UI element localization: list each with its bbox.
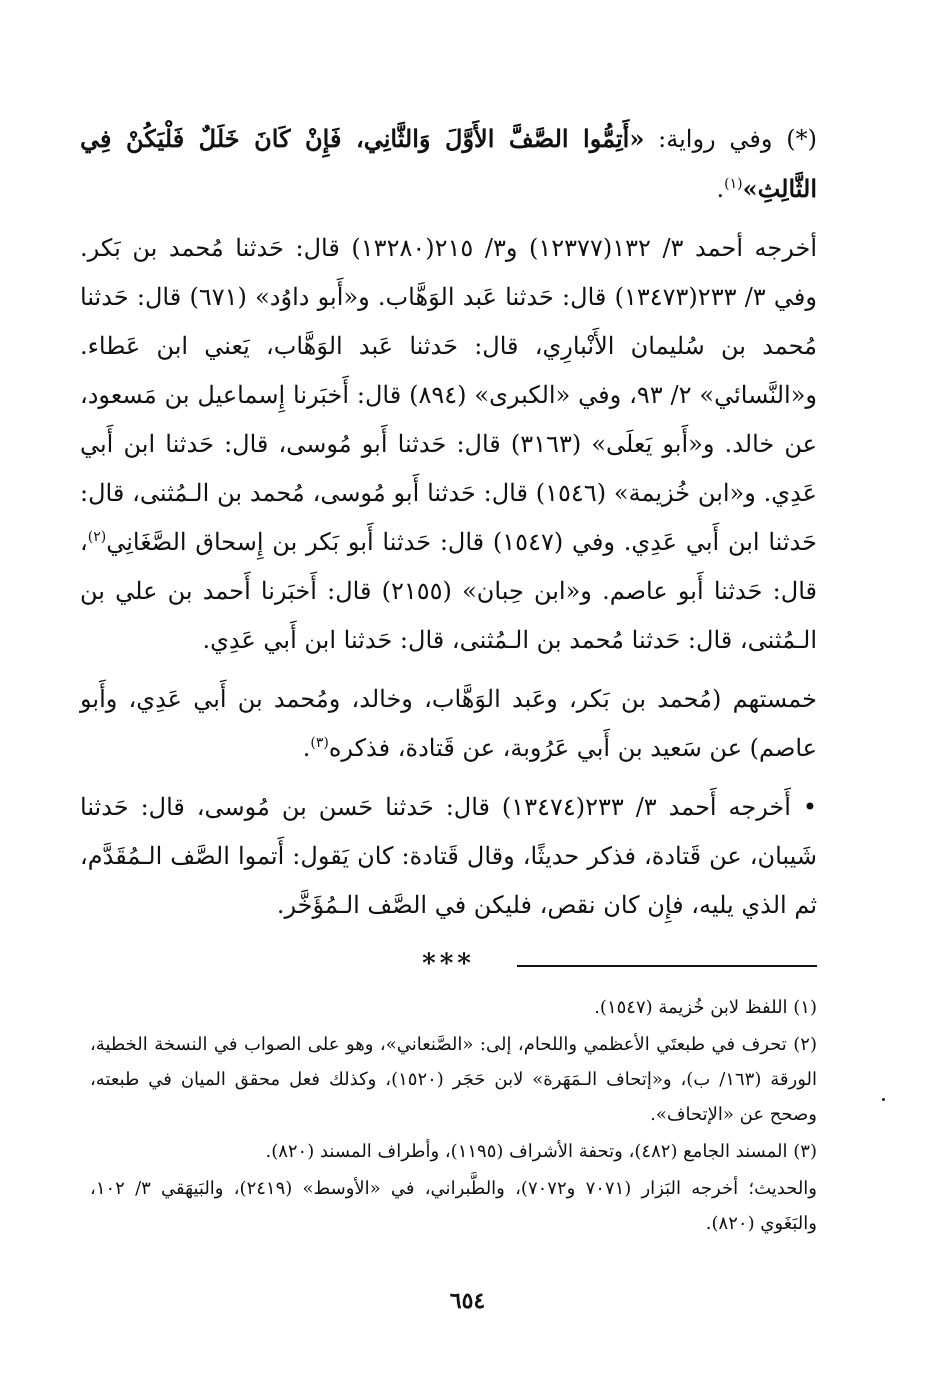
hadith-quote: «أَتِمُّوا الصَّفَّ الأَوَّلَ وَالثَّانِي، فَإِنْ كَانَ خَلَلٌ فَلْيَكُنْ فِي الثَّالِثِ»	[80, 124, 817, 203]
footnote-1: (١) اللفظ لابن خُزيمة (١٥٤٧).	[594, 997, 817, 1018]
footnote-ref-1[interactable]: (١)	[724, 176, 743, 192]
section-separator: ***	[422, 949, 475, 979]
scan-speck	[882, 1098, 885, 1101]
footnotes-section	[90, 990, 817, 1243]
riwaya-suffix: .	[716, 175, 725, 203]
paragraph-second-takhrij	[80, 783, 817, 930]
footnote-ref-3[interactable]: (٣)	[310, 735, 329, 751]
page-number: ٦٥٤	[449, 1288, 486, 1314]
footnote-3: (٣) المسند الجامع (٤٨٢)، وتحفة الأشراف (١١٩٥)، وأطراف المسند (٨٢٠).	[265, 1141, 817, 1162]
paragraph-khamsatuhum	[80, 675, 817, 773]
takhrij-text-continued: ، قال: حَدثنا أَبو عاصم. و«ابن حِبان» (٢١٥٥) قال: أَخبَرنا أَحمد بن علي بن الـمُثنى، قال: حَدثنا مُحمد بن الـمُثنى، قال: حَدثنا ابن أَبي عَدِي.	[80, 528, 817, 654]
second-takhrij-text: • أَخرجه أَحمد ٣/ ٢٣٣(١٣٤٧٤) قال: حَدثنا حَسن بن مُوسى، قال: حَدثنا شَيبان، عن قَتادة، فذكر حديثًا، وقال قَتادة: كان يَقول: أَتموا الصَّف الـمُقَدَّم، ثم الذي يليه، فإِن كان نقص، فليكن في الصَّف الـمُؤَخَّر.	[80, 793, 818, 919]
khamsatuhum-suffix: .	[302, 734, 311, 762]
footnote-rule	[517, 965, 817, 967]
khamsatuhum-text: خمستهم (مُحمد بن بَكر، وعَبد الوَهَّاب، وخالد، ومُحمد بن أَبي عَدِي، وأَبو عاصم) عن سَعيد بن أَبي عَرُوبة، عن قَتادة، فذكره	[80, 685, 817, 762]
footnote-ref-2[interactable]: (٢)	[87, 529, 107, 545]
paragraph-takhrij	[80, 224, 817, 665]
riwaya-prefix: (*) وفي رواية:	[644, 125, 817, 153]
footnote-2: (٢) تحرف في طبعتَي الأعظمي واللحام، إلى: «الصَّنعاني»، وهو على الصواب في النسخة الخطية، الورقة (١٦٣/ ب)، و«إتحاف الـمَهَرة» لابن حَجَر (١٥٢٠)، وكذلك فعل محقق الميان في طبعته، وصحح عن «الإتحاف».	[90, 1034, 818, 1125]
footnote-3-continued: والحديث؛ أخرجه البَزار (٧٠٧١ و٧٠٧٢)، والطَّبراني، في «الأوسط» (٢٤١٩)، والبَيهَقي ٣/ ١٠٢، والبَغَوي (٨٢٠).	[90, 1178, 817, 1234]
paragraph-riwaya	[80, 114, 817, 214]
takhrij-text: أخرجه أحمد ٣/ ١٣٢(١٢٣٧٧) و٣/ ٢١٥(١٣٢٨٠) قال: حَدثنا مُحمد بن بَكر. وفي ٣/ ٢٣٣(١٣٤٧٣) قال: حَدثنا عَبد الوَهَّاب. و«أَبو داوُد» (٦٧١) قال: حَدثنا مُحمد بن سُليمان الأَنْبارِي، قال: حَدثنا عَبد الوَهَّاب، يَعني ابن عَطاء. و«النَّسائي» ٢/ ٩٣، وفي «الكبرى» (٨٩٤) قال: أَخبَرنا إِسماعيل بن مَسعود، عن خالد. و«أَبو يَعلَى» (٣١٦٣) قال: حَدثنا أَبو مُوسى، قال: حَدثنا ابن أَبي عَدِي. و«ابن خُزيمة» (١٥٤٦) قال: حَدثنا أَبو مُوسى، مُحمد بن الـمُثنى، قال: حَدثنا ابن أَبي عَدِي. وفي (١٥٤٧) قال: حَدثنا أَبو بَكر بن إِسحاق الصَّغَانِي	[80, 234, 818, 556]
